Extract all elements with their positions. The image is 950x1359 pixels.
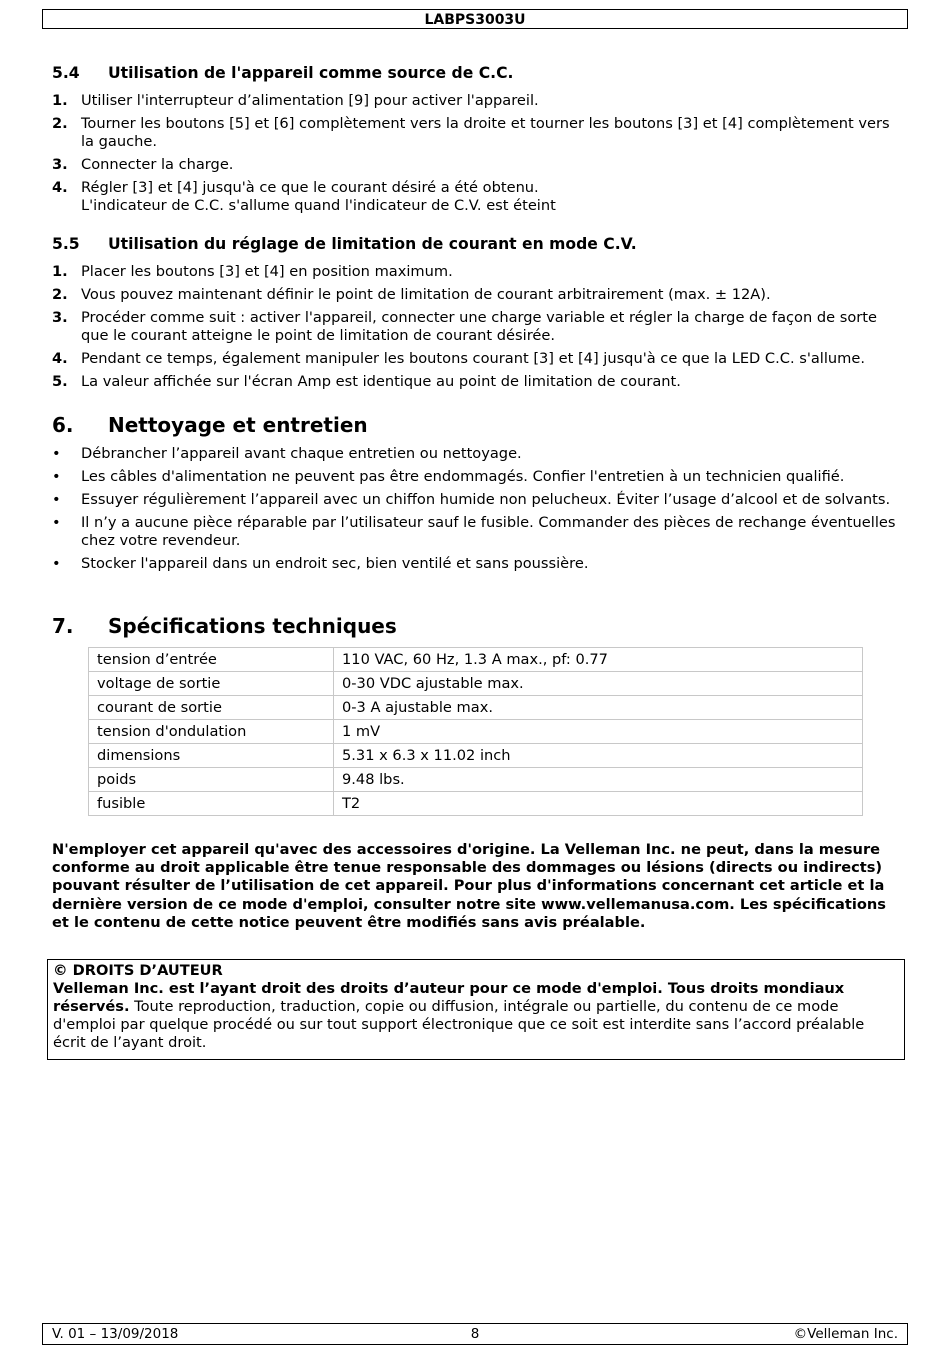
- section-title: Utilisation du réglage de limitation de courant en mode C.V.: [108, 235, 637, 253]
- item-text: Il n’y a aucune pièce réparable par l’utilisateur sauf le fusible. Commander des pièces de rechange éventuelles chez votre revendeur.: [81, 514, 896, 549]
- list-item: [52, 92, 902, 110]
- section-5-5: [52, 234, 902, 396]
- table-row: [89, 792, 863, 816]
- bullet-item: [52, 514, 902, 550]
- table-row: [89, 768, 863, 792]
- table-row: [89, 648, 863, 672]
- spec-value: 1 mV: [334, 720, 863, 744]
- list-item: [52, 263, 902, 281]
- bullet-icon: •: [52, 468, 61, 485]
- bullet-item: [52, 468, 902, 486]
- section-number: 5.5: [52, 235, 80, 253]
- list-item: [52, 156, 902, 174]
- spec-table: [88, 647, 863, 816]
- spec-value: 5.31 x 6.3 x 11.02 inch: [334, 744, 863, 768]
- copyright-bold: Velleman Inc. est l’ayant droit des droits d’auteur pour ce mode d'emploi. Tous droits mondiaux réservés.: [53, 980, 845, 1015]
- section-heading: [52, 63, 902, 83]
- page-header: [42, 9, 908, 29]
- item-number: 4.: [52, 350, 68, 367]
- spec-label: voltage de sortie: [89, 672, 334, 696]
- bullet-item: [52, 555, 902, 573]
- item-text: Tourner les boutons [5] et [6] complètement vers la droite et tourner les boutons [3] et [4] complètement vers la gauche.: [81, 115, 890, 150]
- item-text: Procéder comme suit : activer l'appareil, connecter une charge variable et régler la charge de façon de sorte que le courant atteigne le point de limitation de courant désirée.: [81, 309, 877, 344]
- bullet-icon: •: [52, 514, 61, 531]
- list-item: [52, 373, 902, 391]
- item-text: La valeur affichée sur l'écran Amp est identique au point de limitation de courant.: [81, 373, 681, 390]
- spec-value: T2: [334, 792, 863, 816]
- item-number: 3.: [52, 156, 68, 173]
- spec-label: tension d’entrée: [89, 648, 334, 672]
- copyright-box: [47, 959, 905, 1060]
- item-text: Régler [3] et [4] jusqu'à ce que le courant désiré a été obtenu.: [81, 179, 539, 196]
- spec-label: fusible: [89, 792, 334, 816]
- item-text-line2: L'indicateur de C.C. s'allume quand l'indicateur de C.V. est éteint: [81, 197, 556, 214]
- copyright-text: Toute reproduction, traduction, copie ou diffusion, intégrale ou partielle, du contenu de ce mode d'emploi par quelque procédé ou sur tout support électronique que ce soit est interdite sans l’accord préalable écrit de l’ayant droit.: [53, 998, 865, 1051]
- spec-value: 0-3 A ajustable max.: [334, 696, 863, 720]
- section-heading: [52, 234, 902, 254]
- item-text: Placer les boutons [3] et [4] en position maximum.: [81, 263, 453, 280]
- section-title: Nettoyage et entretien: [108, 413, 368, 437]
- item-number: 3.: [52, 309, 68, 326]
- footer-brand: ©Velleman Inc.: [793, 1326, 898, 1342]
- list-item: [52, 350, 902, 368]
- item-number: 2.: [52, 286, 68, 303]
- item-text: Les câbles d'alimentation ne peuvent pas être endommagés. Confier l'entretien à un technicien qualifié.: [81, 468, 845, 485]
- section-heading: [52, 413, 902, 437]
- disclaimer-note: N'employer cet appareil qu'avec des accessoires d'origine. La Velleman Inc. ne peut, dans la mesure conforme au droit applicable être tenue responsable des dommages ou lésions (directs ou indirects) pouvant résulter de l’utilisation de cet appareil. Pour plus d'informations concernant cet article et la dernière version de ce mode d'emploi, consulter notre site www.vellemanusa.com. Les spécifications et le contenu de cette notice peuvent être modifiés sans avis préalable.: [52, 841, 886, 931]
- table-row: [89, 720, 863, 744]
- item-text: Utiliser l'interrupteur d’alimentation [9] pour activer l'appareil.: [81, 92, 539, 109]
- copyright-body: [53, 980, 899, 1052]
- footer-version: V. 01 – 13/09/2018: [52, 1326, 179, 1342]
- bullet-icon: •: [52, 445, 61, 462]
- section-heading: [52, 614, 902, 638]
- copyright-title: © DROITS D’AUTEUR: [53, 962, 223, 979]
- bullet-icon: •: [52, 555, 61, 572]
- bullet-item: [52, 491, 902, 509]
- section-number: 5.4: [52, 64, 80, 82]
- spec-label: poids: [89, 768, 334, 792]
- item-number: 4.: [52, 179, 68, 196]
- list-item: [52, 179, 902, 215]
- section-title: Utilisation de l'appareil comme source de C.C.: [108, 64, 514, 82]
- spec-label: dimensions: [89, 744, 334, 768]
- item-text: Essuyer régulièrement l’appareil avec un chiffon humide non pelucheux. Éviter l’usage d’alcool et de solvants.: [81, 491, 891, 508]
- spec-label: tension d'ondulation: [89, 720, 334, 744]
- section-number: 6.: [52, 413, 74, 437]
- footer-page-number: 8: [470, 1326, 480, 1342]
- item-number: 2.: [52, 115, 68, 132]
- page-footer: [42, 1323, 908, 1345]
- section-number: 7.: [52, 614, 74, 638]
- item-text: Vous pouvez maintenant définir le point de limitation de courant arbitrairement (max. ± 12A).: [81, 286, 771, 303]
- item-text: Débrancher l’appareil avant chaque entretien ou nettoyage.: [81, 445, 522, 462]
- spec-value: 110 VAC, 60 Hz, 1.3 A max., pf: 0.77: [334, 648, 863, 672]
- table-row: [89, 744, 863, 768]
- section-title: Spécifications techniques: [108, 614, 397, 638]
- spec-value: 0-30 VDC ajustable max.: [334, 672, 863, 696]
- item-text: Pendant ce temps, également manipuler les boutons courant [3] et [4] jusqu'à ce que la LED C.C. s'allume.: [81, 350, 865, 367]
- section-7: [52, 614, 902, 646]
- list-item: [52, 309, 902, 345]
- list-item: [52, 286, 902, 304]
- list-item: [52, 115, 902, 151]
- item-text: Connecter la charge.: [81, 156, 234, 173]
- bullet-icon: •: [52, 491, 61, 508]
- spec-label: courant de sortie: [89, 696, 334, 720]
- item-number: 1.: [52, 92, 68, 109]
- item-number: 1.: [52, 263, 68, 280]
- section-6: [52, 413, 902, 578]
- item-text-group: [81, 179, 902, 215]
- header-title: LABPS3003U: [424, 12, 526, 28]
- spec-value: 9.48 lbs.: [334, 768, 863, 792]
- item-text: Stocker l'appareil dans un endroit sec, bien ventilé et sans poussière.: [81, 555, 589, 572]
- bullet-item: [52, 445, 902, 463]
- item-number: 5.: [52, 373, 68, 390]
- table-row: [89, 696, 863, 720]
- table-row: [89, 672, 863, 696]
- section-5-4: [52, 63, 902, 220]
